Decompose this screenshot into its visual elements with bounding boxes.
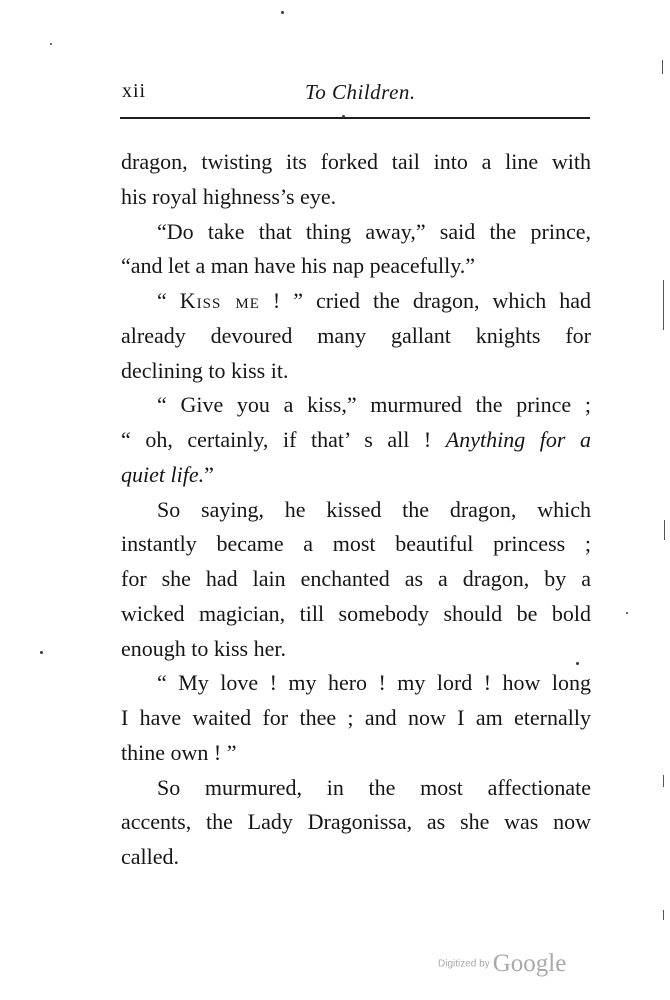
italic-text: quiet life. [121,461,205,487]
text-line [121,319,591,354]
text-segment: instantly became a most beautiful princess ; [121,531,591,557]
text-segment: “ Give you a kiss,” murmured the prince ; [157,392,591,418]
text-segment: for she had lain enchanted as a dragon, by a [121,566,591,591]
page-edge-mark [663,280,664,330]
running-head [122,80,590,108]
text-segment: called. [121,844,180,869]
google-logo: Google [492,950,567,977]
text-segment: wicked magician, till somebody should be bold [121,600,591,626]
text-line [121,666,591,701]
text-segment: “ [157,288,180,313]
text-segment: “and let a man have his nap peacefully.” [121,253,476,279]
text-segment: ! ” cried the dragon, which had [259,288,591,313]
text-line [121,562,591,597]
text-segment: “ My love ! my hero ! my lord ! how long [157,670,591,696]
text-segment: So saying, he kissed the dragon, which [157,496,591,522]
scan-speck [281,11,284,14]
scan-speck [342,115,345,118]
text-segment: “ oh, certainly, if that’ s all ! [121,427,446,452]
scan-speck [40,651,43,654]
text-segment: dragon, twisting its forked tail into a line with [121,149,591,174]
text-line [121,527,591,562]
text-line [121,284,591,319]
scan-speck [576,662,579,665]
text-line [121,354,591,389]
text-line [121,423,591,458]
text-line [121,180,591,215]
digitized-by-label: Digitized by [438,958,490,970]
text-segment: thine own ! ” [121,739,237,765]
text-segment: already devoured many gallant knights for [121,322,591,348]
body-text [121,145,591,875]
text-segment: accents, the Lady Dragonissa, as she was now [121,809,591,835]
text-line [121,771,591,806]
small-caps-text: Kiss me [179,288,260,313]
text-segment: So murmured, in the most affectionate [157,774,591,800]
scan-speck [50,43,52,45]
text-line [121,701,591,736]
text-line [121,840,591,875]
text-line [121,388,591,423]
text-segment: his royal highness’s eye. [121,183,337,209]
text-segment: “Do take that thing away,” said the prince, [157,218,591,244]
scan-speck [626,612,628,614]
page-number: xii [122,80,147,102]
digitized-by-google-watermark [438,950,566,980]
text-segment: declining to kiss it. [121,357,289,383]
running-title: To Children. [305,80,416,104]
text-line [121,632,591,667]
text-line [121,805,591,840]
header-rule [120,117,590,119]
text-line [121,145,591,180]
page-edge-mark [663,775,664,787]
text-segment: enough to kiss her. [121,635,286,661]
text-line [121,736,591,771]
text-segment: ” [204,461,214,487]
text-line [121,597,591,632]
italic-text: Anything for a [445,427,592,452]
text-line [121,215,591,250]
page-edge-mark [662,60,663,74]
text-line [121,249,591,284]
text-line [121,458,591,493]
page-edge-mark [663,910,664,920]
text-segment: I have waited for thee ; and now I am eternally [121,705,591,730]
page-edge-mark [664,520,665,540]
text-line [121,493,591,528]
